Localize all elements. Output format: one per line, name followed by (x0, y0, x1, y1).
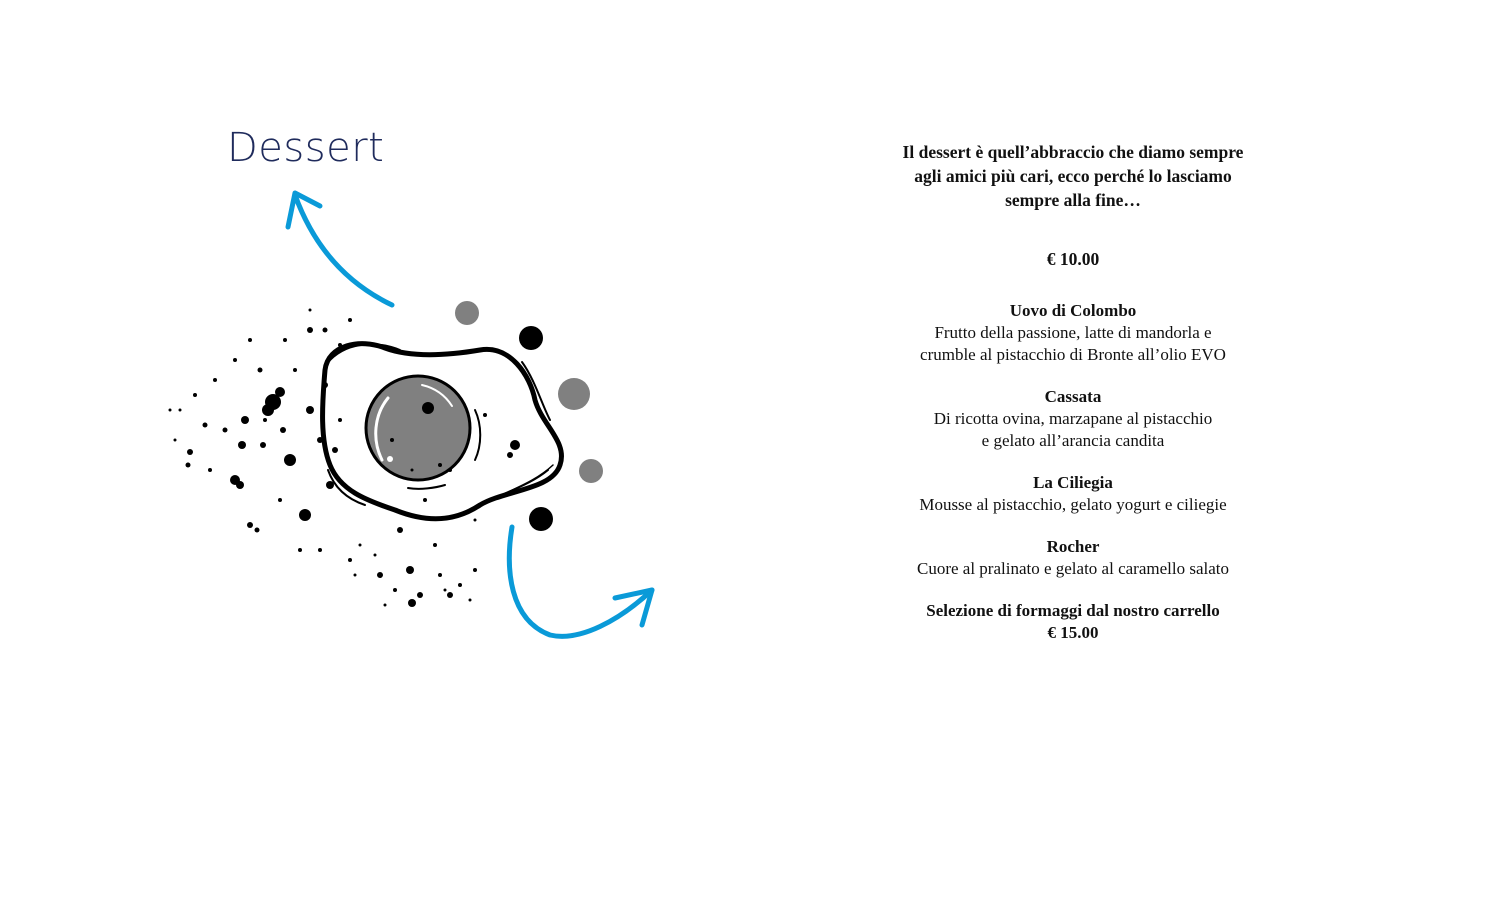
dessert-menu (872, 140, 1274, 664)
menu-items (872, 300, 1274, 644)
item-description: Di ricotta ovina, marzapane al pistacchio (933, 409, 1213, 428)
dessert-price: € 10.00 (1046, 249, 1100, 269)
intro-line: agli amici più cari, ecco perché lo lasciamo (914, 166, 1232, 186)
menu-item (872, 386, 1274, 452)
intro-line: Il dessert è quell’abbraccio che diamo sempre (902, 142, 1244, 162)
arrow-down-right-icon (509, 527, 652, 636)
menu-intro (872, 140, 1274, 212)
page-title: Dessert (227, 125, 385, 171)
item-description: Frutto della passione, latte di mandorla e (934, 323, 1212, 342)
item-name: La Ciliegia (1033, 473, 1113, 492)
menu-item (872, 300, 1274, 366)
arrow-up-icon (288, 193, 392, 305)
fried-egg-illustration (150, 170, 670, 650)
cheese-price: € 15.00 (1047, 623, 1099, 642)
item-description: e gelato all’arancia candita (981, 431, 1165, 450)
egg-yolk (366, 376, 480, 489)
menu-item (872, 536, 1274, 580)
item-description: crumble al pistacchio di Bronte all’olio EVO (920, 345, 1226, 364)
item-description: Mousse al pistacchio, gelato yogurt e ciliegie (919, 495, 1227, 514)
cheese-name: Selezione di formaggi dal nostro carrello (926, 601, 1220, 620)
item-name: Uovo di Colombo (1009, 301, 1137, 320)
menu-item (872, 472, 1274, 516)
cheese-selection (872, 600, 1274, 644)
item-description: Cuore al pralinato e gelato al caramello salato (916, 559, 1229, 578)
intro-line: sempre alla fine… (1005, 190, 1141, 210)
item-name: Cassata (1044, 387, 1102, 406)
item-name: Rocher (1046, 537, 1100, 556)
